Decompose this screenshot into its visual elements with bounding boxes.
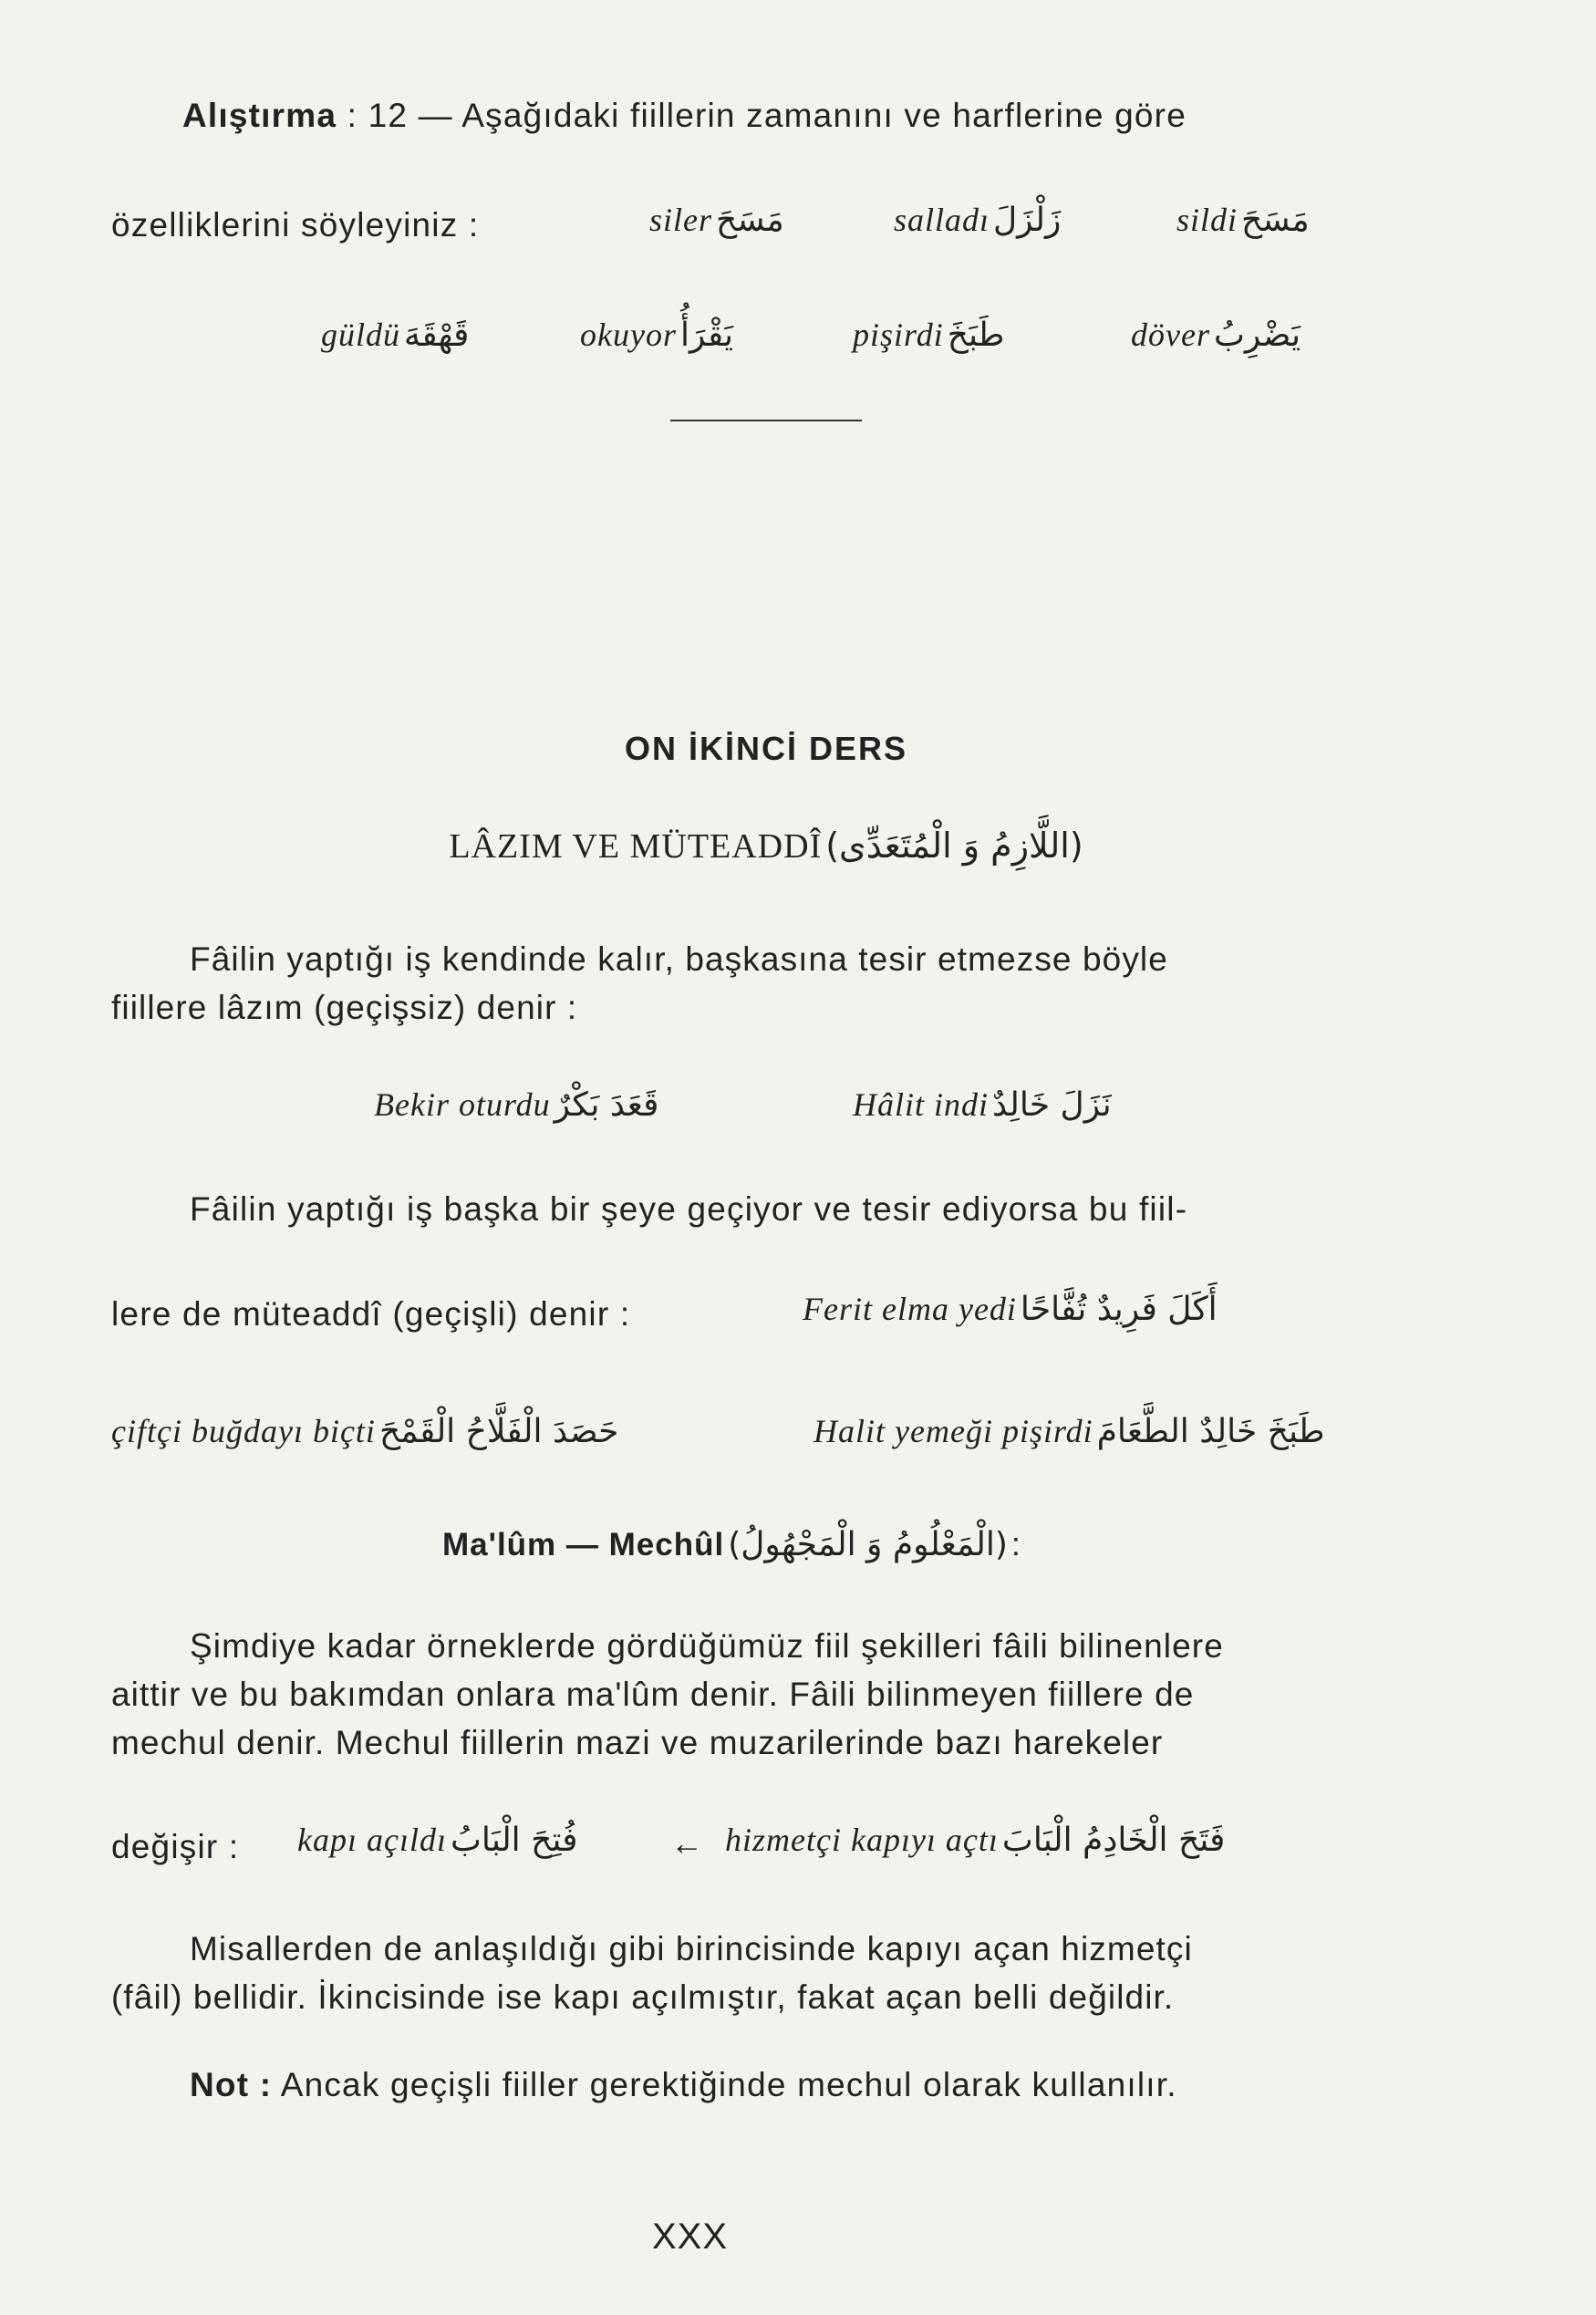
degisir-label: değişir :: [111, 1828, 240, 1865]
exercise-item: [1176, 201, 1310, 239]
example-ar: فُتِحَ الْبَابُ: [450, 1822, 578, 1859]
muteaddi-example: [111, 1412, 618, 1450]
example-tr: Hâlit indi: [853, 1086, 990, 1123]
example-tr: Halit yemeği pişirdi: [814, 1413, 1093, 1449]
lesson-subtitle-line: [0, 825, 1532, 867]
exercise-item-tr: güldü: [321, 317, 401, 353]
exercise-item: [321, 316, 469, 354]
exercise-line-1: [182, 97, 1187, 135]
exercise-item-tr: pişirdi: [853, 317, 944, 353]
exercise-item: [580, 316, 733, 354]
exercise-item: [1131, 316, 1301, 354]
example-tr: Ferit elma yedi: [803, 1291, 1017, 1327]
mechul-example: [297, 1821, 577, 1859]
paragraph-line: mechul denir. Mechul fiillerin mazi ve muzarilerinde bazı harekeler: [111, 1724, 1164, 1761]
example-ar: فَتَحَ الْخَادِمُ الْبَابَ: [1001, 1822, 1226, 1859]
exercise-item-ar: زَلْزَلَ: [993, 202, 1062, 239]
exercise-item-tr: okuyor: [580, 317, 677, 353]
example-ar: أَكَلَ فَرِيدٌ تُفَّاحًا: [1020, 1291, 1218, 1328]
paragraph-malum: [111, 1622, 1434, 1767]
lesson-subtitle-arabic: (اللَّازِمُ وَ الْمُتَعَدِّى): [825, 825, 1083, 866]
example-ar: قَعَدَ بَكْرٌ: [554, 1086, 659, 1124]
exercise-item-tr: sildi: [1176, 202, 1238, 238]
exercise-item-ar: مَسَحَ: [716, 202, 784, 239]
paragraph-line: Şimdiye kadar örneklerde gördüğümüz fiil şekilleri fâili bilinenlere: [190, 1627, 1224, 1665]
example-tr: kapı açıldı: [297, 1822, 447, 1858]
heading-colon: :: [1010, 1525, 1021, 1562]
page-number: XXX: [652, 2216, 729, 2257]
example-ar: حَصَدَ الْفَلَّاحُ الْقَمْحَ: [378, 1413, 619, 1450]
paragraph-explanation: [111, 1925, 1434, 2021]
exercise-item-ar: مَسَحَ: [1241, 202, 1310, 239]
paragraph-line: Fâilin yaptığı iş kendinde kalır, başkasına tesir etmezse böyle: [190, 940, 1168, 978]
example-tr: çiftçi buğdayı biçti: [111, 1413, 376, 1449]
paragraph-line: aittir ve bu bakımdan onlara ma'lûm denir. Fâili bilinmeyen fiillere de: [111, 1676, 1195, 1713]
paragraph-line: fiillere lâzım (geçişsiz) denir :: [111, 989, 578, 1026]
note-label: Not :: [190, 2066, 273, 2103]
muteaddi-example: [814, 1412, 1325, 1450]
exercise-item-ar: قَهْقَهَ: [404, 317, 470, 354]
exercise-label: Alıştırma: [182, 97, 337, 134]
muteaddi-example: [803, 1290, 1218, 1328]
exercise-item-tr: döver: [1131, 317, 1210, 353]
exercise-item: [649, 201, 784, 239]
lesson-subtitle: LÂZIM VE MÜTEADDÎ: [449, 827, 823, 866]
exercise-item-tr: siler: [649, 202, 713, 238]
lazim-example: [853, 1085, 1112, 1124]
example-ar: نَزَلَ خَالِدٌ: [992, 1086, 1112, 1124]
paragraph-lazim: [111, 935, 1434, 1032]
example-tr: Bekir oturdu: [374, 1086, 551, 1123]
note-text: Ancak geçişli fiiller gerektiğinde mechul olarak kullanılır.: [280, 2066, 1177, 2103]
example-ar: طَبَخَ خَالِدٌ الطَّعَامَ: [1096, 1413, 1325, 1450]
malum-mechul-heading: Ma'lûm — Mechûl: [442, 1527, 725, 1562]
exercise-item: [894, 201, 1061, 239]
paragraph-line: (fâil) bellidir. İkincisinde ise kapı açılmıştır, fakat açan belli değildir.: [111, 1978, 1175, 2016]
exercise-item-ar: يَضْرِبُ: [1213, 317, 1301, 354]
exercise-item-ar: طَبَخَ: [947, 317, 1005, 354]
malum-example: [725, 1821, 1225, 1859]
exercise-item-tr: salladı: [894, 202, 990, 238]
note-line: [190, 2066, 1177, 2104]
lazim-example: [374, 1085, 658, 1124]
exercise-item-ar: يَقْرَأُ: [679, 317, 734, 354]
paragraph-muteaddi-line-2: lere de müteaddî (geçişli) denir :: [111, 1295, 631, 1333]
paragraph-line: Misallerden de anlaşıldığı gibi birincisinde kapıyı açan hizmetçi: [190, 1930, 1193, 1967]
lesson-heading: ON İKİNCİ DERS: [624, 730, 908, 767]
paragraph-muteaddi-line-1: Fâilin yaptığı iş başka bir şeye geçiyor ve tesir ediyorsa bu fiil-: [190, 1190, 1188, 1228]
exercise-line-2: özelliklerini söyleyiniz :: [111, 206, 480, 244]
example-tr: hizmetçi kapıyı açtı: [725, 1822, 999, 1858]
malum-mechul-arabic: (الْمَعْلُومُ وَ الْمَجْهُولُ): [728, 1526, 1008, 1563]
exercise-item: [853, 316, 1004, 354]
section-divider: [670, 420, 862, 421]
malum-mechul-heading-line: [442, 1525, 1021, 1563]
arrow-icon: ←: [670, 1825, 703, 1862]
exercise-instruction: : 12 — Aşağıdaki fiillerin zamanını ve harflerine göre: [347, 97, 1187, 134]
